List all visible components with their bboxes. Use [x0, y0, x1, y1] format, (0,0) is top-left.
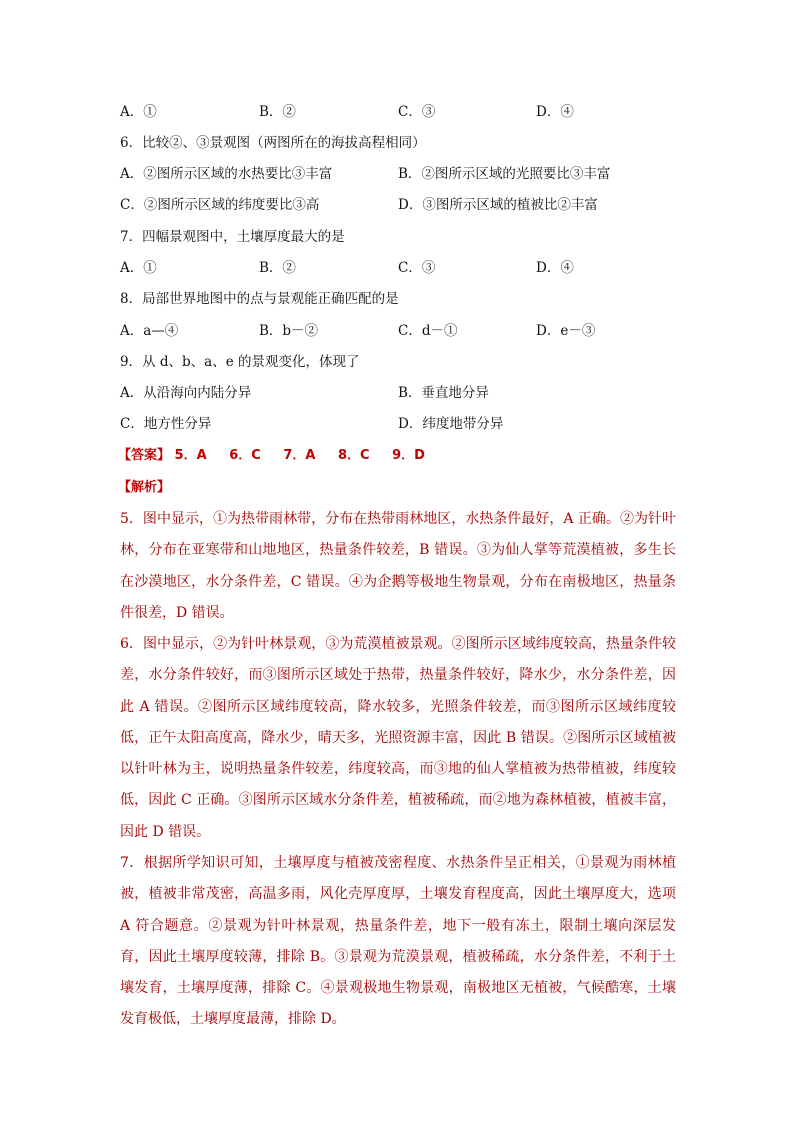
q7-option-b[interactable]: B．②: [259, 260, 296, 276]
q9-option-a[interactable]: A．从沿海向内陆分异: [120, 385, 252, 401]
answer-item: 5．A: [174, 448, 207, 463]
q5-options: [120, 101, 680, 123]
answer-line: [118, 445, 443, 467]
q6-options-row1: [120, 163, 680, 185]
answer-item: 7．A: [283, 448, 316, 463]
q9-option-c[interactable]: C．地方性分异: [120, 416, 212, 432]
q9-options-row1: [120, 382, 680, 404]
q7-option-a[interactable]: A．①: [120, 260, 157, 276]
q8-option-a[interactable]: A．a—④: [120, 323, 179, 339]
q9-stem: 9．从 d、b、a、e 的景观变化，体现了: [120, 354, 360, 370]
analysis-title: 【解析】: [118, 480, 171, 495]
option-a[interactable]: A．①: [120, 104, 157, 120]
q6-option-d[interactable]: D．③图所示区域的植被比②丰富: [398, 197, 598, 213]
answer-label: 【答案】: [118, 448, 171, 463]
q7-option-c[interactable]: C．③: [398, 260, 436, 276]
q7-stem: 7．四幅景观图中，土壤厚度最大的是: [120, 229, 345, 245]
q6-option-b[interactable]: B．②图所示区域的光照要比③丰富: [398, 166, 611, 182]
option-c[interactable]: C．③: [398, 104, 436, 120]
q8-option-d[interactable]: D．e－③: [536, 323, 596, 339]
q6-option-c[interactable]: C．②图所示区域的纬度要比③高: [120, 197, 320, 213]
q9-option-d[interactable]: D．纬度地带分异: [398, 416, 504, 432]
q8-option-b[interactable]: B．b－②: [259, 323, 319, 339]
q7-option-d[interactable]: D．④: [536, 260, 574, 276]
q8-stem: 8．局部世界地图中的点与景观能正确匹配的是: [120, 291, 399, 307]
answer-item: 9．D: [392, 448, 425, 463]
option-d[interactable]: D．④: [536, 104, 574, 120]
q6-stem: 6．比较②、③景观图（两图所在的海拔高程相同）: [120, 135, 426, 151]
analysis-paragraph-6: 6．图中显示，②为针叶林景观，③为荒漠植被景观。②图所示区域纬度较高，热量条件较差，水分条件较好，而③图所示区域处于热带，热量条件较好，降水少，水分条件差，因此 A 错误。②图所示区域纬度较高，降水较多，光照条件较差，而③图所示区域纬度较低，正午太阳高度高，降水少，晴天多，光照资源丰富，因此 B 错误。②图所示区域植被以针叶林为主，说明热量条件较差，纬度较高，而③地的仙人掌植被为热带植被，纬度较低，因此 C 正确。③图所示区域水分条件差，植被稀疏，而②地为森林植被，植被丰富，因此 D 错误。: [120, 636, 676, 840]
answer-item: 8．C: [337, 448, 370, 463]
analysis-paragraph-7: 7．根据所学知识可知，土壤厚度与植被茂密程度、水热条件呈正相关，①景观为雨林植被，植被非常茂密，高温多雨，风化壳厚度厚，土壤发育程度高，因此土壤厚度大，选项 A 符合题意。②景观为针叶林景观，热量条件差，地下一般有冻土，限制土壤向深层发育，因此土壤厚度较薄，排除 B。③景观为荒漠景观，植被稀疏，水分条件差，不利于土壤发育，土壤厚度薄，排除 C。④景观极地生物景观，南极地区无植被，气候酷寒，土壤发育极低，土壤厚度最薄，排除 D。: [120, 855, 676, 1028]
answer-item: 6．C: [229, 448, 261, 463]
q8-option-c[interactable]: C．d－①: [398, 323, 458, 339]
q6-option-a[interactable]: A．②图所示区域的水热要比③丰富: [120, 166, 333, 182]
q7-options: [120, 257, 680, 279]
option-b[interactable]: B．②: [259, 104, 296, 120]
analysis-paragraph-5: 5．图中显示，①为热带雨林带，分布在热带雨林地区，水热条件最好，A 正确。②为针叶林，分布在亚寒带和山地地区，热量条件较差，B 错误。③为仙人掌等荒漠植被，多生长在沙漠地区，水分条件差，C 错误。④为企鹅等极地生物景观，分布在南极地区，热量条件很差，D 错误。: [120, 511, 676, 621]
q9-option-b[interactable]: B．垂直地分异: [398, 385, 489, 401]
q6-options-row2: [120, 194, 680, 216]
q8-options: [120, 320, 680, 342]
q9-options-row2: [120, 413, 680, 435]
